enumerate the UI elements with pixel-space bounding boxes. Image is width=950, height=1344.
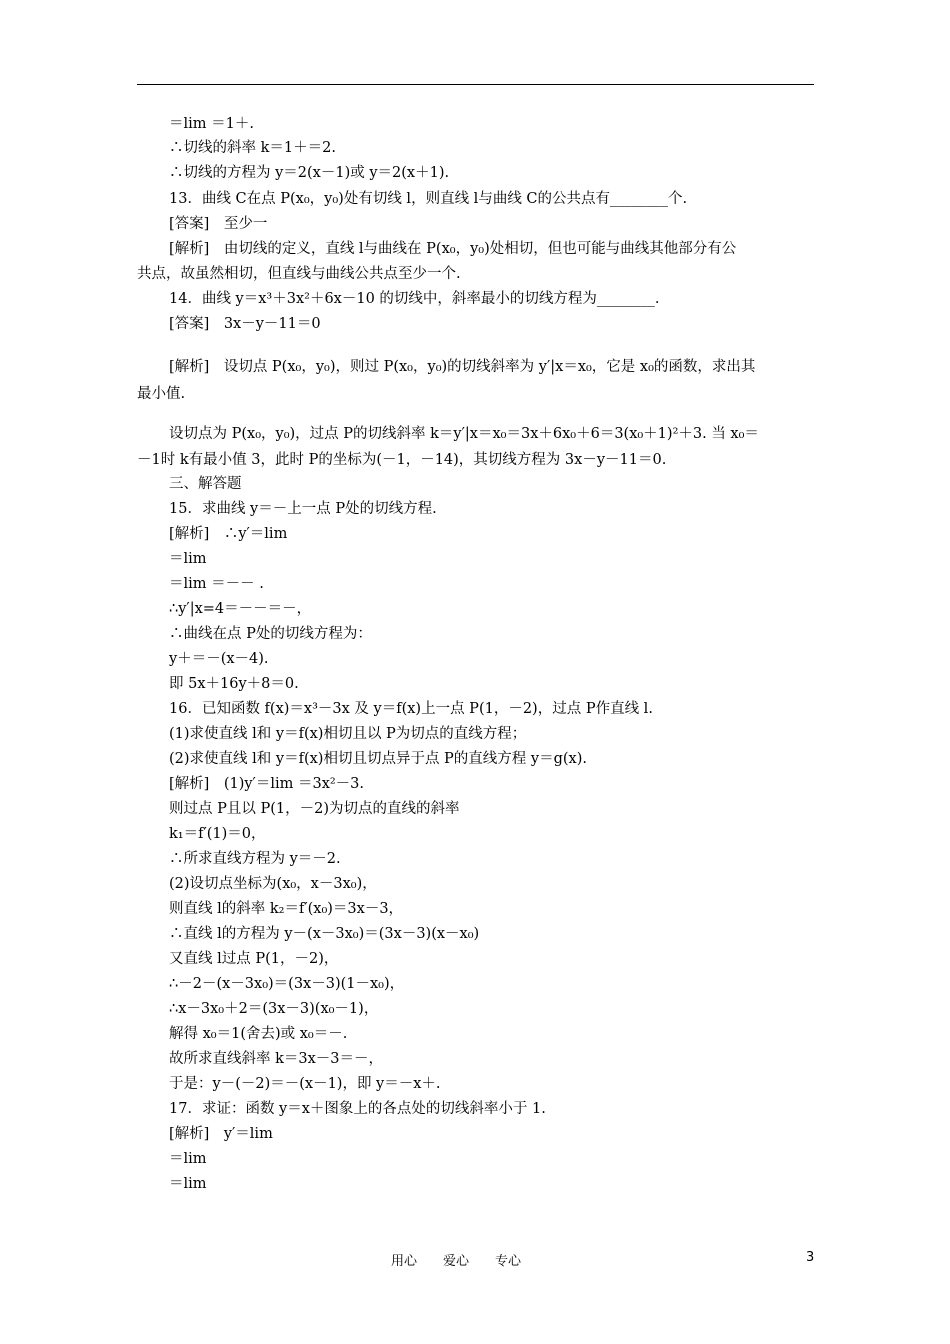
- text-line: 即 5x＋16y＋8＝0.: [169, 676, 299, 692]
- text-line: 三、解答题: [169, 476, 242, 492]
- text-line: (1)求使直线 l和 y＝f(x)相切且以 P为切点的直线方程；: [169, 726, 527, 742]
- text-line: 又直线 l过点 P(1，－2)，: [169, 951, 339, 967]
- text-line: ∴切线的方程为 y＝2(x－1)或 y＝2(x＋1).: [169, 165, 450, 181]
- text-line: ∴切线的斜率 k＝1＋＝2.: [169, 140, 336, 156]
- text-line: k₁＝f′(1)＝0，: [169, 826, 266, 842]
- text-line: 则过点 P且以 P(1，－2)为切点的直线的斜率: [169, 801, 460, 817]
- text-line: 于是：y－(－2)＝－(x－1)，即 y＝－x＋.: [169, 1076, 441, 1092]
- text-line: ∴所求直线方程为 y＝－2.: [169, 851, 341, 867]
- text-line: [答案] 至少一: [169, 216, 268, 232]
- text-line: [解析] 由切线的定义，直线 l与曲线在 P(x₀，y₀)处相切，但也可能与曲线其他部分有公: [169, 241, 737, 257]
- text-line: 设切点为 P(x₀，y₀)，过点 P的切线斜率 k＝y′|x＝x₀＝3x＋6x₀＋6＝3(x₀＋1)²＋3. 当 x₀＝: [169, 426, 759, 442]
- text-line: 14．曲线 y＝x³＋3x²＋6x－10 的切线中，斜率最小的切线方程为________.: [169, 291, 660, 307]
- text-line: 15．求曲线 y＝－上一点 P处的切线方程.: [169, 501, 437, 517]
- text-line: ＝lim: [169, 1151, 207, 1167]
- header-rule: [137, 84, 814, 85]
- text-line: [解析] 设切点 P(x₀，y₀)，则过 P(x₀，y₀)的切线斜率为 y′|x＝x₀，它是 x₀的函数，求出其: [169, 359, 756, 375]
- text-line: ＝lim ＝1＋.: [169, 116, 254, 132]
- text-line: 解得 x₀＝1(舍去)或 x₀＝－.: [169, 1026, 348, 1042]
- text-line: (2)求使直线 l和 y＝f(x)相切且切点异于点 P的直线方程 y＝g(x).: [169, 751, 587, 767]
- text-line: [解析] y′＝lim: [169, 1126, 273, 1142]
- text-line: 故所求直线斜率 k＝3x－3＝－，: [169, 1051, 384, 1067]
- text-line: ＝lim: [169, 551, 207, 567]
- text-line: ∴曲线在点 P处的切线方程为：: [169, 626, 372, 642]
- text-line: ＝lim ＝－－ .: [169, 576, 264, 592]
- text-line: 最小值.: [137, 386, 186, 402]
- text-line: y＋＝－(x－4).: [169, 651, 269, 667]
- text-line: [解析] (1)y′＝lim ＝3x²－3.: [169, 776, 365, 792]
- text-line: [解析] ∴y′＝lim: [169, 526, 288, 542]
- text-line: ∴y′|x=4＝－－＝－，: [169, 601, 312, 617]
- text-line: 13．曲线 C在点 P(x₀，y₀)处有切线 l，则直线 l与曲线 C的公共点有________个.: [169, 191, 688, 207]
- page-number: 3: [806, 1250, 815, 1265]
- text-line: 17．求证：函数 y＝x＋图象上的各点处的切线斜率小于 1.: [169, 1101, 546, 1117]
- text-line: 共点，故虽然相切，但直线与曲线公共点至少一个.: [137, 266, 461, 282]
- text-line: ＝lim: [169, 1176, 207, 1192]
- text-line: ∴－2－(x－3x₀)＝(3x－3)(1－x₀)，: [169, 976, 405, 992]
- text-line: [答案] 3x－y－11＝0: [169, 316, 321, 332]
- text-line: ∴x－3x₀＋2＝(3x－3)(x₀－1)，: [169, 1001, 379, 1017]
- text-line: 则直线 l的斜率 k₂＝f′(x₀)＝3x－3，: [169, 901, 404, 917]
- text-line: 16．已知函数 f(x)＝x³－3x 及 y＝f(x)上一点 P(1，－2)，过点 P作直线 l.: [169, 701, 653, 717]
- text-line: －1时 k有最小值 3，此时 P的坐标为(－1，－14)，其切线方程为 3x－y－11＝0.: [137, 452, 667, 468]
- text-line: ∴直线 l的方程为 y－(x－3x₀)＝(3x－3)(x－x₀): [169, 926, 480, 942]
- footer-motto: 用心 爱心 专心: [391, 1254, 522, 1269]
- text-line: (2)设切点坐标为(x₀，x－3x₀)，: [169, 876, 377, 892]
